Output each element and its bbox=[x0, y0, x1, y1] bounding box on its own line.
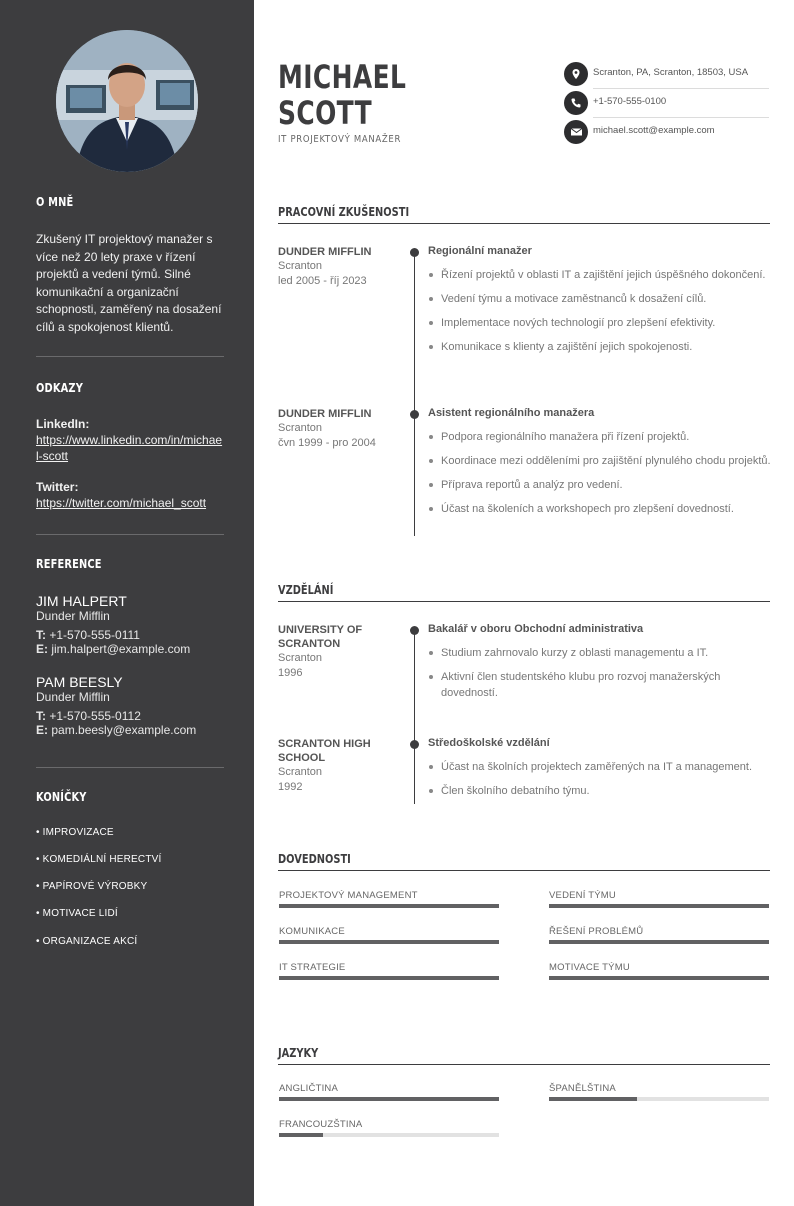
hobbies-heading: KONÍČKY bbox=[36, 790, 87, 804]
sidebar bbox=[0, 0, 254, 1206]
last-name: SCOTT bbox=[278, 94, 373, 132]
language-bar-fill bbox=[549, 1097, 637, 1101]
link-label: LinkedIn: bbox=[36, 417, 90, 431]
phone-icon bbox=[564, 91, 588, 115]
phone-text: +1-570-555-0100 bbox=[593, 96, 667, 107]
skill-bar-fill bbox=[549, 976, 769, 980]
skills-heading-text: DOVEDNOSTI bbox=[278, 852, 351, 866]
email-text[interactable]: michael.scott@example.com bbox=[593, 125, 715, 136]
skill-item bbox=[279, 890, 499, 908]
skill-name: IT STRATEGIE bbox=[279, 962, 346, 973]
list-item: Komunikace s klienty a zajištění jejich spokojenosti. bbox=[428, 339, 773, 355]
company-location: Scranton bbox=[278, 422, 323, 434]
about-text: Zkušený IT projektový manažer s více než 20 lety praxe v řízení projektů a vedení týmů. Silné komunikační a organizační schopnosti, zaměřený na dosažení cílů a spokojenost klientů. bbox=[36, 232, 222, 334]
language-item bbox=[279, 1119, 499, 1137]
list-item: Účast na školních projektech zaměřených na IT a management. bbox=[428, 759, 773, 775]
education-item-meta bbox=[278, 623, 398, 681]
divider bbox=[36, 534, 224, 535]
experience-item-details bbox=[428, 407, 773, 525]
reference-company: Dunder Mifflin bbox=[36, 609, 110, 623]
skill-name: ŘEŠENÍ PROBLÉMŮ bbox=[549, 926, 644, 937]
reference-item bbox=[36, 593, 224, 656]
experience-item-details bbox=[428, 245, 773, 363]
contact-address bbox=[564, 60, 769, 89]
list-item: Člen školního debatního týmu. bbox=[428, 783, 773, 799]
reference-name: PAM BEESLY bbox=[36, 674, 123, 690]
education-bullets bbox=[428, 645, 773, 701]
person-photo-icon bbox=[56, 30, 198, 172]
list-item: Účast na školeních a workshopech pro zlepšení dovedností. bbox=[428, 501, 773, 517]
skill-bar bbox=[549, 904, 769, 908]
language-bar-fill bbox=[279, 1133, 323, 1137]
education-heading bbox=[278, 583, 770, 602]
language-bar bbox=[549, 1097, 769, 1101]
skill-item bbox=[279, 926, 499, 944]
education-item-details bbox=[428, 623, 773, 709]
timeline-dot bbox=[410, 248, 419, 257]
reference-phone: +1-570-555-0112 bbox=[49, 709, 141, 723]
experience-item-meta bbox=[278, 245, 398, 289]
reference-phone: +1-570-555-0111 bbox=[49, 628, 140, 642]
languages-heading bbox=[278, 1046, 770, 1065]
address-text: Scranton, PA, Scranton, 18503, USA bbox=[593, 67, 749, 78]
list-item: Koordinace mezi odděleními pro zajištění plynulého chodu projektů. bbox=[428, 453, 773, 469]
language-name: ŠPANĚLŠTINA bbox=[549, 1083, 616, 1094]
list-item: Řízení projektů v oblasti IT a zajištění jejich úspěšného dokončení. bbox=[428, 267, 773, 283]
skill-bar-fill bbox=[549, 940, 769, 944]
link-label: Twitter: bbox=[36, 480, 79, 494]
skills-heading bbox=[278, 852, 770, 871]
link-linkedin bbox=[36, 417, 224, 464]
degree: Středoškolské vzdělání bbox=[428, 737, 550, 749]
skill-name: PROJEKTOVÝ MANAGEMENT bbox=[279, 890, 418, 901]
education-item-details bbox=[428, 737, 773, 807]
experience-heading-text: PRACOVNÍ ZKUŠENOSTI bbox=[278, 205, 410, 219]
skill-item bbox=[549, 926, 769, 944]
language-item bbox=[279, 1083, 499, 1101]
job-title: IT PROJEKTOVÝ MANAŽER bbox=[278, 134, 402, 145]
degree: Bakalář v oboru Obchodní administrativa bbox=[428, 623, 644, 635]
mail-icon bbox=[564, 120, 588, 144]
experience-item-meta bbox=[278, 407, 398, 451]
skill-name: MOTIVACE TÝMU bbox=[549, 962, 630, 973]
job-dates: led 2005 - říj 2023 bbox=[278, 275, 367, 287]
reference-item bbox=[36, 674, 224, 737]
email-label: E: bbox=[36, 642, 48, 656]
job-role: Asistent regionálního manažera bbox=[428, 407, 595, 419]
language-bar bbox=[279, 1097, 499, 1101]
skill-item bbox=[549, 890, 769, 908]
skill-bar-fill bbox=[549, 904, 769, 908]
language-item bbox=[549, 1083, 769, 1101]
hobby-item: • KOMEDIÁLNÍ HERECTVÍ bbox=[36, 854, 162, 865]
list-item: Studium zahrnovalo kurzy z oblasti managementu a IT. bbox=[428, 645, 773, 661]
education-item-meta bbox=[278, 737, 398, 795]
job-role: Regionální manažer bbox=[428, 245, 532, 257]
skill-bar bbox=[279, 976, 499, 980]
company-name: DUNDER MIFFLIN bbox=[278, 246, 372, 258]
languages-heading-text: JAZYKY bbox=[278, 1046, 319, 1060]
language-bar-fill bbox=[279, 1097, 499, 1101]
timeline-dot bbox=[410, 626, 419, 635]
list-item: Aktivní člen studentského klubu pro rozvoj manažerských dovedností. bbox=[428, 669, 773, 701]
contact-email bbox=[564, 118, 769, 147]
company-name: DUNDER MIFFLIN bbox=[278, 408, 372, 420]
contact-phone bbox=[564, 89, 769, 118]
reference-company: Dunder Mifflin bbox=[36, 690, 110, 704]
list-item: Podpora regionálního manažera při řízení projektů. bbox=[428, 429, 773, 445]
language-name: ANGLIČTINA bbox=[279, 1083, 339, 1094]
location-icon bbox=[564, 62, 588, 86]
skill-bar-fill bbox=[279, 904, 499, 908]
hobby-item: • MOTIVACE LIDÍ bbox=[36, 908, 118, 919]
links-heading: ODKAZY bbox=[36, 381, 84, 395]
education-heading-text: VZDĚLÁNÍ bbox=[278, 583, 334, 597]
phone-label: T: bbox=[36, 628, 46, 642]
experience-heading bbox=[278, 205, 770, 224]
list-item: Příprava reportů a analýz pro vedení. bbox=[428, 477, 773, 493]
email-label: E: bbox=[36, 723, 48, 737]
school-location: Scranton bbox=[278, 652, 323, 664]
job-bullets bbox=[428, 429, 773, 517]
language-bar bbox=[279, 1133, 499, 1137]
skill-bar-fill bbox=[279, 976, 499, 980]
school-year: 1992 bbox=[278, 781, 303, 793]
linkedin-link[interactable]: https://www.linkedin.com/in/michael-scott bbox=[36, 433, 223, 463]
first-name: MICHAEL bbox=[278, 58, 407, 96]
skill-bar bbox=[279, 904, 499, 908]
divider bbox=[36, 767, 224, 768]
skill-bar bbox=[279, 940, 499, 944]
skill-bar bbox=[549, 976, 769, 980]
profile-photo bbox=[56, 30, 198, 172]
school-location: Scranton bbox=[278, 766, 323, 778]
timeline-dot bbox=[410, 410, 419, 419]
list-item: Vedení týmu a motivace zaměstnanců k dosažení cílů. bbox=[428, 291, 773, 307]
job-bullets bbox=[428, 267, 773, 355]
language-name: FRANCOUZŠTINA bbox=[279, 1119, 363, 1130]
job-dates: čvn 1999 - pro 2004 bbox=[278, 437, 376, 449]
timeline-line bbox=[414, 630, 415, 804]
skill-bar-fill bbox=[279, 940, 499, 944]
twitter-link[interactable]: https://twitter.com/michael_scott bbox=[36, 496, 207, 510]
skill-item bbox=[549, 962, 769, 980]
link-twitter bbox=[36, 480, 224, 511]
education-bullets bbox=[428, 759, 773, 799]
list-item: Implementace nových technologií pro zlepšení efektivity. bbox=[428, 315, 773, 331]
skill-name: KOMUNIKACE bbox=[279, 926, 345, 937]
reference-email: jim.halpert@example.com bbox=[51, 642, 191, 656]
hobby-item: • ORGANIZACE AKCÍ bbox=[36, 936, 138, 947]
reference-name: JIM HALPERT bbox=[36, 593, 127, 609]
skill-item bbox=[279, 962, 499, 980]
references-heading: REFERENCE bbox=[36, 557, 102, 571]
phone-label: T: bbox=[36, 709, 46, 723]
school-year: 1996 bbox=[278, 667, 303, 679]
reference-email: pam.beesly@example.com bbox=[51, 723, 197, 737]
skill-name: VEDENÍ TÝMU bbox=[549, 890, 616, 901]
hobby-item: • IMPROVIZACE bbox=[36, 827, 114, 838]
divider bbox=[36, 356, 224, 357]
school-name: UNIVERSITY OF SCRANTON bbox=[278, 624, 363, 650]
about-heading: O MNĚ bbox=[36, 195, 74, 209]
skill-bar bbox=[549, 940, 769, 944]
hobby-item: • PAPÍROVÉ VÝROBKY bbox=[36, 881, 148, 892]
timeline-dot bbox=[410, 740, 419, 749]
timeline-line bbox=[414, 252, 415, 536]
company-location: Scranton bbox=[278, 260, 323, 272]
school-name: SCRANTON HIGH SCHOOL bbox=[278, 738, 371, 764]
